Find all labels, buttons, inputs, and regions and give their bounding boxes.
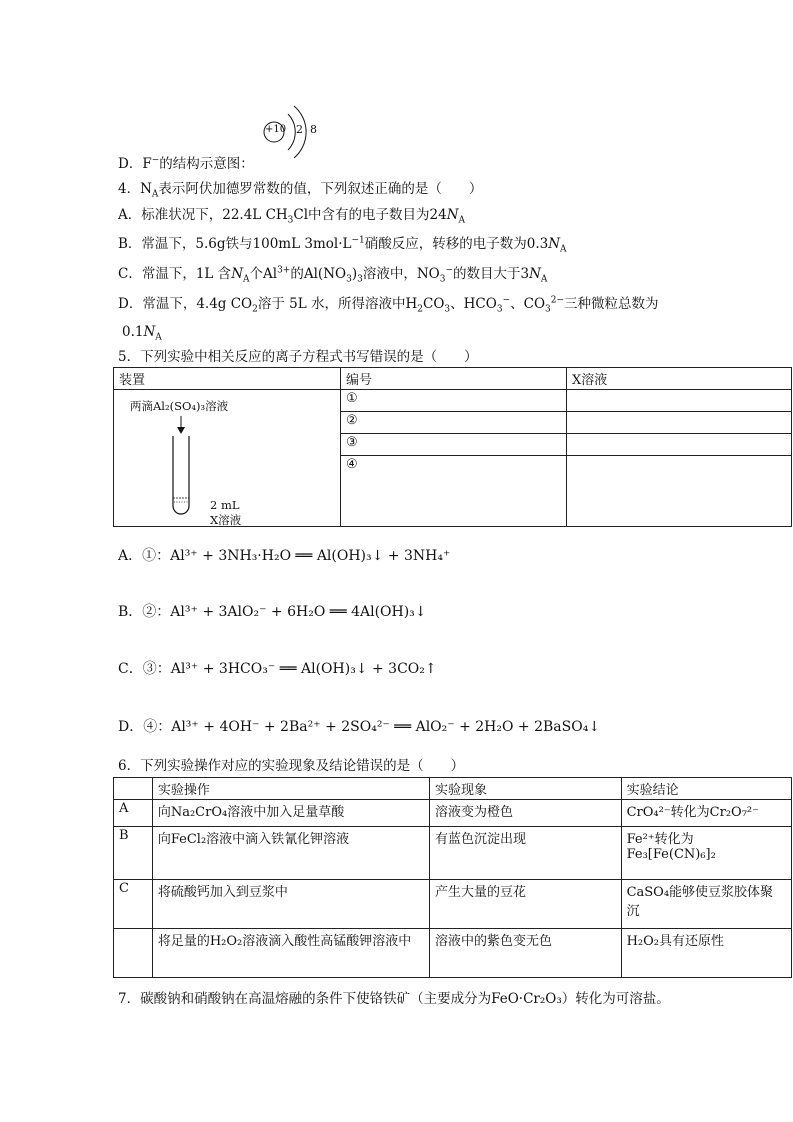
q6-header-id	[114, 778, 153, 800]
table-row	[114, 800, 792, 827]
q4-option-b: B．常温下，5.6g铁与100mL $3mol\cdot L^{-1}$硝酸反应，转移的电子数为$0.3N_A$	[118, 235, 567, 255]
table-row	[114, 929, 792, 978]
shell-arc-1	[288, 114, 295, 150]
q6-row-conclusion: Fe²⁺转化为 Fe₃[Fe(CN)₆]₂	[621, 827, 791, 880]
q6-row-id: A	[114, 800, 153, 827]
apparatus-volume-label: 2 mL	[210, 498, 240, 512]
q4-option-c: C．常温下，1L 含$N_A$个$Al^{3+}$的$Al(NO_3)_3$溶液中，$NO_3^-$的数目大于$3N_A$	[118, 265, 548, 285]
q5-stem: 5．下列实验中相关反应的离子方程式书写错误的是（ ）	[118, 349, 478, 365]
q4-option-a: A．标准状况下，22.4L $CH_3Cl$中含有的电子数目为$24N_A$	[118, 207, 466, 226]
q5-apparatus-cell	[114, 390, 341, 527]
q5-header-solution: X溶液	[567, 368, 792, 390]
q5-row-solution	[567, 434, 792, 456]
table-row	[114, 390, 792, 412]
q5-option-b: B．②：Al³⁺ + 3AlO₂⁻ + 6H₂O ══ 4Al(OH)₃↓	[118, 604, 427, 620]
table-row	[114, 827, 792, 880]
q5-option-a: A．①：Al³⁺ + 3NH₃·H₂O ══ Al(OH)₃↓ + 3NH₄⁺	[118, 548, 451, 564]
q5-header-number: 编号	[341, 368, 567, 390]
q6-row-operation: 将硫酸钙加入到豆浆中	[152, 880, 429, 929]
table-row	[114, 880, 792, 929]
q5-row-number: ②	[341, 412, 567, 434]
q6-row-operation: 向FeCl₂溶液中滴入铁氰化钾溶液	[152, 827, 429, 880]
q5-header-apparatus: 装置	[114, 368, 341, 390]
q5-option-c: C．③：Al³⁺ + 3HCO₃⁻ ══ Al(OH)₃↓ + 3CO₂↑	[118, 661, 437, 677]
q6-row-conclusion: CrO₄²⁻转化为Cr₂O₇²⁻	[621, 800, 791, 827]
q6-header-operation: 实验操作	[152, 778, 429, 800]
q6-header-row	[114, 778, 792, 800]
drop-arrow-head	[177, 427, 185, 434]
q6-row-phenomenon: 溶液中的紫色变无色	[430, 929, 622, 978]
q6-row-phenomenon: 产生大量的豆花	[430, 880, 622, 929]
q6-row-operation: 将足量的H₂O₂溶液滴入酸性高锰酸钾溶液中	[152, 929, 429, 978]
q4-option-d: D．常温下，4.4g $CO_2$溶于 5L 水，所得溶液中$H_2CO_3$、$HCO_3^-$、$CO_3^{2-}$三种微粒总数为	[118, 295, 659, 315]
q5-row-number: ③	[341, 434, 567, 456]
q7-stem: 7．碳酸钠和硝酸钠在高温熔融的条件下使铬铁矿（主要成分为FeO·Cr₂O₃）转化为可溶盐。	[118, 991, 670, 1007]
q5-row-number: ④	[341, 456, 567, 527]
q5-row-solution	[567, 412, 792, 434]
q5-table	[113, 367, 792, 527]
q6-row-conclusion: H₂O₂具有还原性	[621, 929, 791, 978]
q3-option-d: D．F−的结构示意图：	[118, 155, 254, 172]
q6-row-id	[114, 929, 153, 978]
q6-row-id: C	[114, 880, 153, 929]
q6-header-conclusion: 实验结论	[621, 778, 791, 800]
q6-header-phenomenon: 实验现象	[430, 778, 622, 800]
q6-row-phenomenon: 有蓝色沉淀出现	[430, 827, 622, 880]
shell-2-count: 8	[310, 123, 317, 136]
apparatus-drop-label: 两滴Al₂(SO₄)₃溶液	[130, 399, 229, 413]
nucleus-charge: +10	[265, 124, 287, 135]
shell-1-count: 2	[296, 123, 303, 136]
q6-table	[113, 777, 792, 978]
q6-row-operation: 向Na₂CrO₄溶液中加入足量草酸	[152, 800, 429, 827]
q6-stem: 6．下列实验操作对应的实验现象及结论错误的是（ ）	[118, 758, 465, 774]
tube-liquid	[174, 498, 188, 508]
q6-row-phenomenon: 溶液变为橙色	[430, 800, 622, 827]
q5-option-d: D．④：Al³⁺ + 4OH⁻ + 2Ba²⁺ + 2SO₄²⁻ ══ AlO₂⁻ + 2H₂O + 2BaSO₄↓	[118, 719, 601, 735]
q6-row-conclusion: CaSO₄能够使豆浆胶体聚沉	[621, 880, 791, 929]
q6-row-id: B	[114, 827, 153, 880]
q5-row-solution	[567, 390, 792, 412]
q4-option-d-cont: $0.1N_A$	[122, 324, 162, 343]
q5-row-solution	[567, 456, 792, 527]
q5-row-number: ①	[341, 390, 567, 412]
apparatus-solution-label: X溶液	[210, 513, 242, 527]
q5-header-row	[114, 368, 792, 390]
q4-stem: 4．$N_A$表示阿伏加德罗常数的值，下列叙述正确的是（ ）	[118, 181, 483, 200]
